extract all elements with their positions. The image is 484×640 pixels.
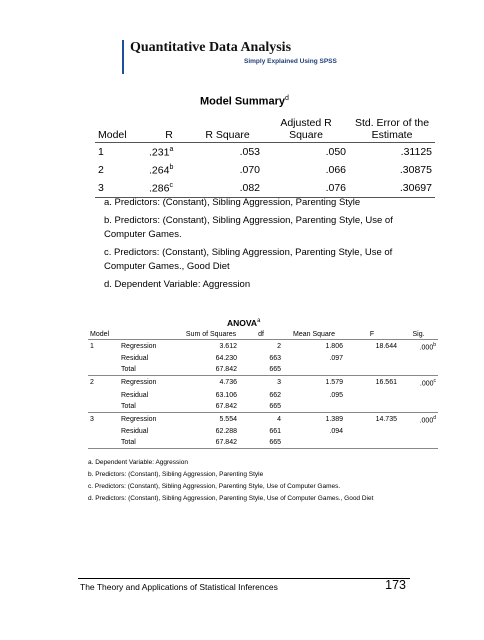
r-square-cell: .070 [239, 164, 260, 176]
column-header: Adjusted R Square [263, 116, 349, 143]
ms-cell [283, 437, 345, 449]
model-cell: 1 [90, 343, 94, 351]
footer-rule [78, 578, 410, 579]
df-cell: 662 [269, 391, 281, 399]
adj-r-square-cell: .076 [263, 179, 349, 198]
sig-cell [399, 401, 438, 413]
sig-cell [399, 437, 438, 449]
column-header: Model [88, 330, 119, 340]
page-number: 173 [385, 578, 406, 592]
footnote: d. Predictors: (Constant), Sibling Aggression, Parenting Style, Use of Computer Games., Good Diet [88, 495, 374, 502]
ms-cell: .094 [329, 427, 343, 435]
source-cell: Regression [121, 379, 157, 387]
model-summary-title: Model Summary$^d$ [200, 95, 289, 108]
footnote: a. Predictors: (Constant), Sibling Aggression, Parenting Style [104, 197, 361, 208]
ms-cell: .097 [329, 355, 343, 363]
column-header: df [239, 330, 283, 340]
r-cell: .264$^b$ [149, 163, 174, 177]
table-row [88, 426, 438, 437]
source-cell: Residual [121, 391, 149, 399]
f-cell [345, 364, 399, 376]
model-cell: 3 [95, 179, 146, 198]
adj-r-square-cell: .066 [325, 164, 346, 176]
header-accent-bar [122, 40, 124, 74]
f-cell [345, 401, 399, 413]
f-cell: 18.644 [375, 343, 397, 351]
column-header: Mean Square [283, 330, 345, 340]
model-cell: 3 [90, 415, 94, 423]
ss-cell: 3.612 [219, 343, 237, 351]
table-row [95, 179, 435, 198]
f-cell [345, 426, 399, 437]
table-row [88, 412, 438, 426]
source-cell: Total [119, 437, 183, 449]
adj-r-square-cell: .050 [325, 146, 346, 158]
table-row [88, 390, 438, 401]
ms-cell: .095 [329, 391, 343, 399]
f-cell: 14.735 [375, 415, 397, 423]
footnote: a. Dependent Variable: Aggression [88, 459, 188, 466]
sig-cell [399, 390, 438, 401]
source-cell: Regression [121, 343, 157, 351]
df-cell: 3 [277, 379, 281, 387]
footnote: b. Predictors: (Constant), Sibling Aggression, Parenting Style, Use of Computer Games. [104, 215, 393, 240]
f-cell [345, 390, 399, 401]
r-cell: .286$^c$ [146, 179, 192, 198]
footnote: d. Dependent Variable: Aggression [104, 279, 251, 290]
ss-cell: 62.288 [215, 427, 237, 435]
table-row [88, 340, 438, 354]
r-square-cell: .082 [192, 179, 263, 198]
column-header: F [345, 330, 399, 340]
anova-table [88, 330, 438, 449]
ms-cell: 1.389 [325, 415, 343, 423]
table-row [88, 376, 438, 390]
table-row [88, 401, 438, 413]
df-cell: 665 [239, 364, 283, 376]
sig-cell: .000$^d$ [419, 414, 436, 424]
std-error-cell: .31125 [400, 146, 432, 158]
table-row [88, 364, 438, 376]
ms-cell [283, 364, 345, 376]
column-header: Sum of Squares [183, 330, 239, 340]
f-cell: 16.561 [375, 379, 397, 387]
df-cell: 665 [239, 401, 283, 413]
ss-cell: 67.842 [183, 401, 239, 413]
std-error-cell: .30875 [399, 164, 432, 176]
sig-cell [399, 426, 438, 437]
table-header-row [88, 330, 438, 340]
ms-cell: 1.806 [325, 343, 343, 351]
header-subtitle: Simply Explained Using SPSS [244, 58, 337, 65]
ss-cell: 63.106 [215, 391, 237, 399]
source-cell: Residual [121, 427, 149, 435]
ms-cell: 1.579 [325, 379, 343, 387]
std-error-cell: .30697 [349, 179, 435, 198]
df-cell: 663 [269, 355, 281, 363]
column-header: Model [95, 116, 146, 143]
df-cell: 661 [269, 427, 281, 435]
source-cell: Residual [121, 355, 149, 363]
footer-text: The Theory and Applications of Statistical Inferences [80, 582, 278, 592]
df-cell: 2 [277, 343, 281, 351]
column-header: R Square [192, 116, 263, 143]
ss-cell: 4.736 [219, 379, 237, 387]
anova-title: ANOVA$^a$ [227, 318, 261, 328]
model-summary-table [95, 116, 435, 198]
source-cell: Total [119, 401, 183, 413]
column-header: Sig. [399, 330, 438, 340]
model-cell: 2 [98, 164, 104, 176]
sig-cell [399, 364, 438, 376]
footnote: c. Predictors: (Constant), Sibling Aggression, Parenting Style, Use of Computer Games. [88, 483, 341, 490]
footnote: c. Predictors: (Constant), Sibling Aggression, Parenting Style, Use of Computer Games., Good Diet [104, 247, 393, 272]
model-summary-notes [104, 196, 404, 296]
column-header [119, 330, 183, 340]
model-cell: 1 [98, 146, 104, 158]
page-header [122, 40, 372, 74]
column-header: R [146, 116, 192, 143]
f-cell [345, 437, 399, 449]
ss-cell: 67.842 [183, 437, 239, 449]
table-row [88, 353, 438, 364]
column-header: Std. Error of the Estimate [349, 116, 435, 143]
df-cell: 4 [277, 415, 281, 423]
ss-cell: 64.230 [215, 355, 237, 363]
df-cell: 665 [239, 437, 283, 449]
table-row [88, 437, 438, 449]
table-row [95, 143, 435, 162]
source-cell: Total [119, 364, 183, 376]
f-cell [345, 353, 399, 364]
sig-cell [399, 353, 438, 364]
sig-cell: .000$^c$ [419, 378, 436, 388]
table-row [95, 161, 435, 179]
sig-cell: .000$^b$ [419, 342, 436, 352]
r-square-cell: .053 [239, 146, 260, 158]
model-cell: 2 [90, 379, 94, 387]
table-header-row [95, 116, 435, 143]
anova-notes [88, 458, 378, 506]
ms-cell [283, 401, 345, 413]
r-cell: .231$^a$ [149, 145, 174, 159]
footnote: b. Predictors: (Constant), Sibling Aggression, Parenting Style [88, 471, 264, 478]
ss-cell: 5.554 [219, 415, 237, 423]
header-title: Quantitative Data Analysis [130, 40, 292, 55]
source-cell: Regression [121, 415, 157, 423]
ss-cell: 67.842 [183, 364, 239, 376]
